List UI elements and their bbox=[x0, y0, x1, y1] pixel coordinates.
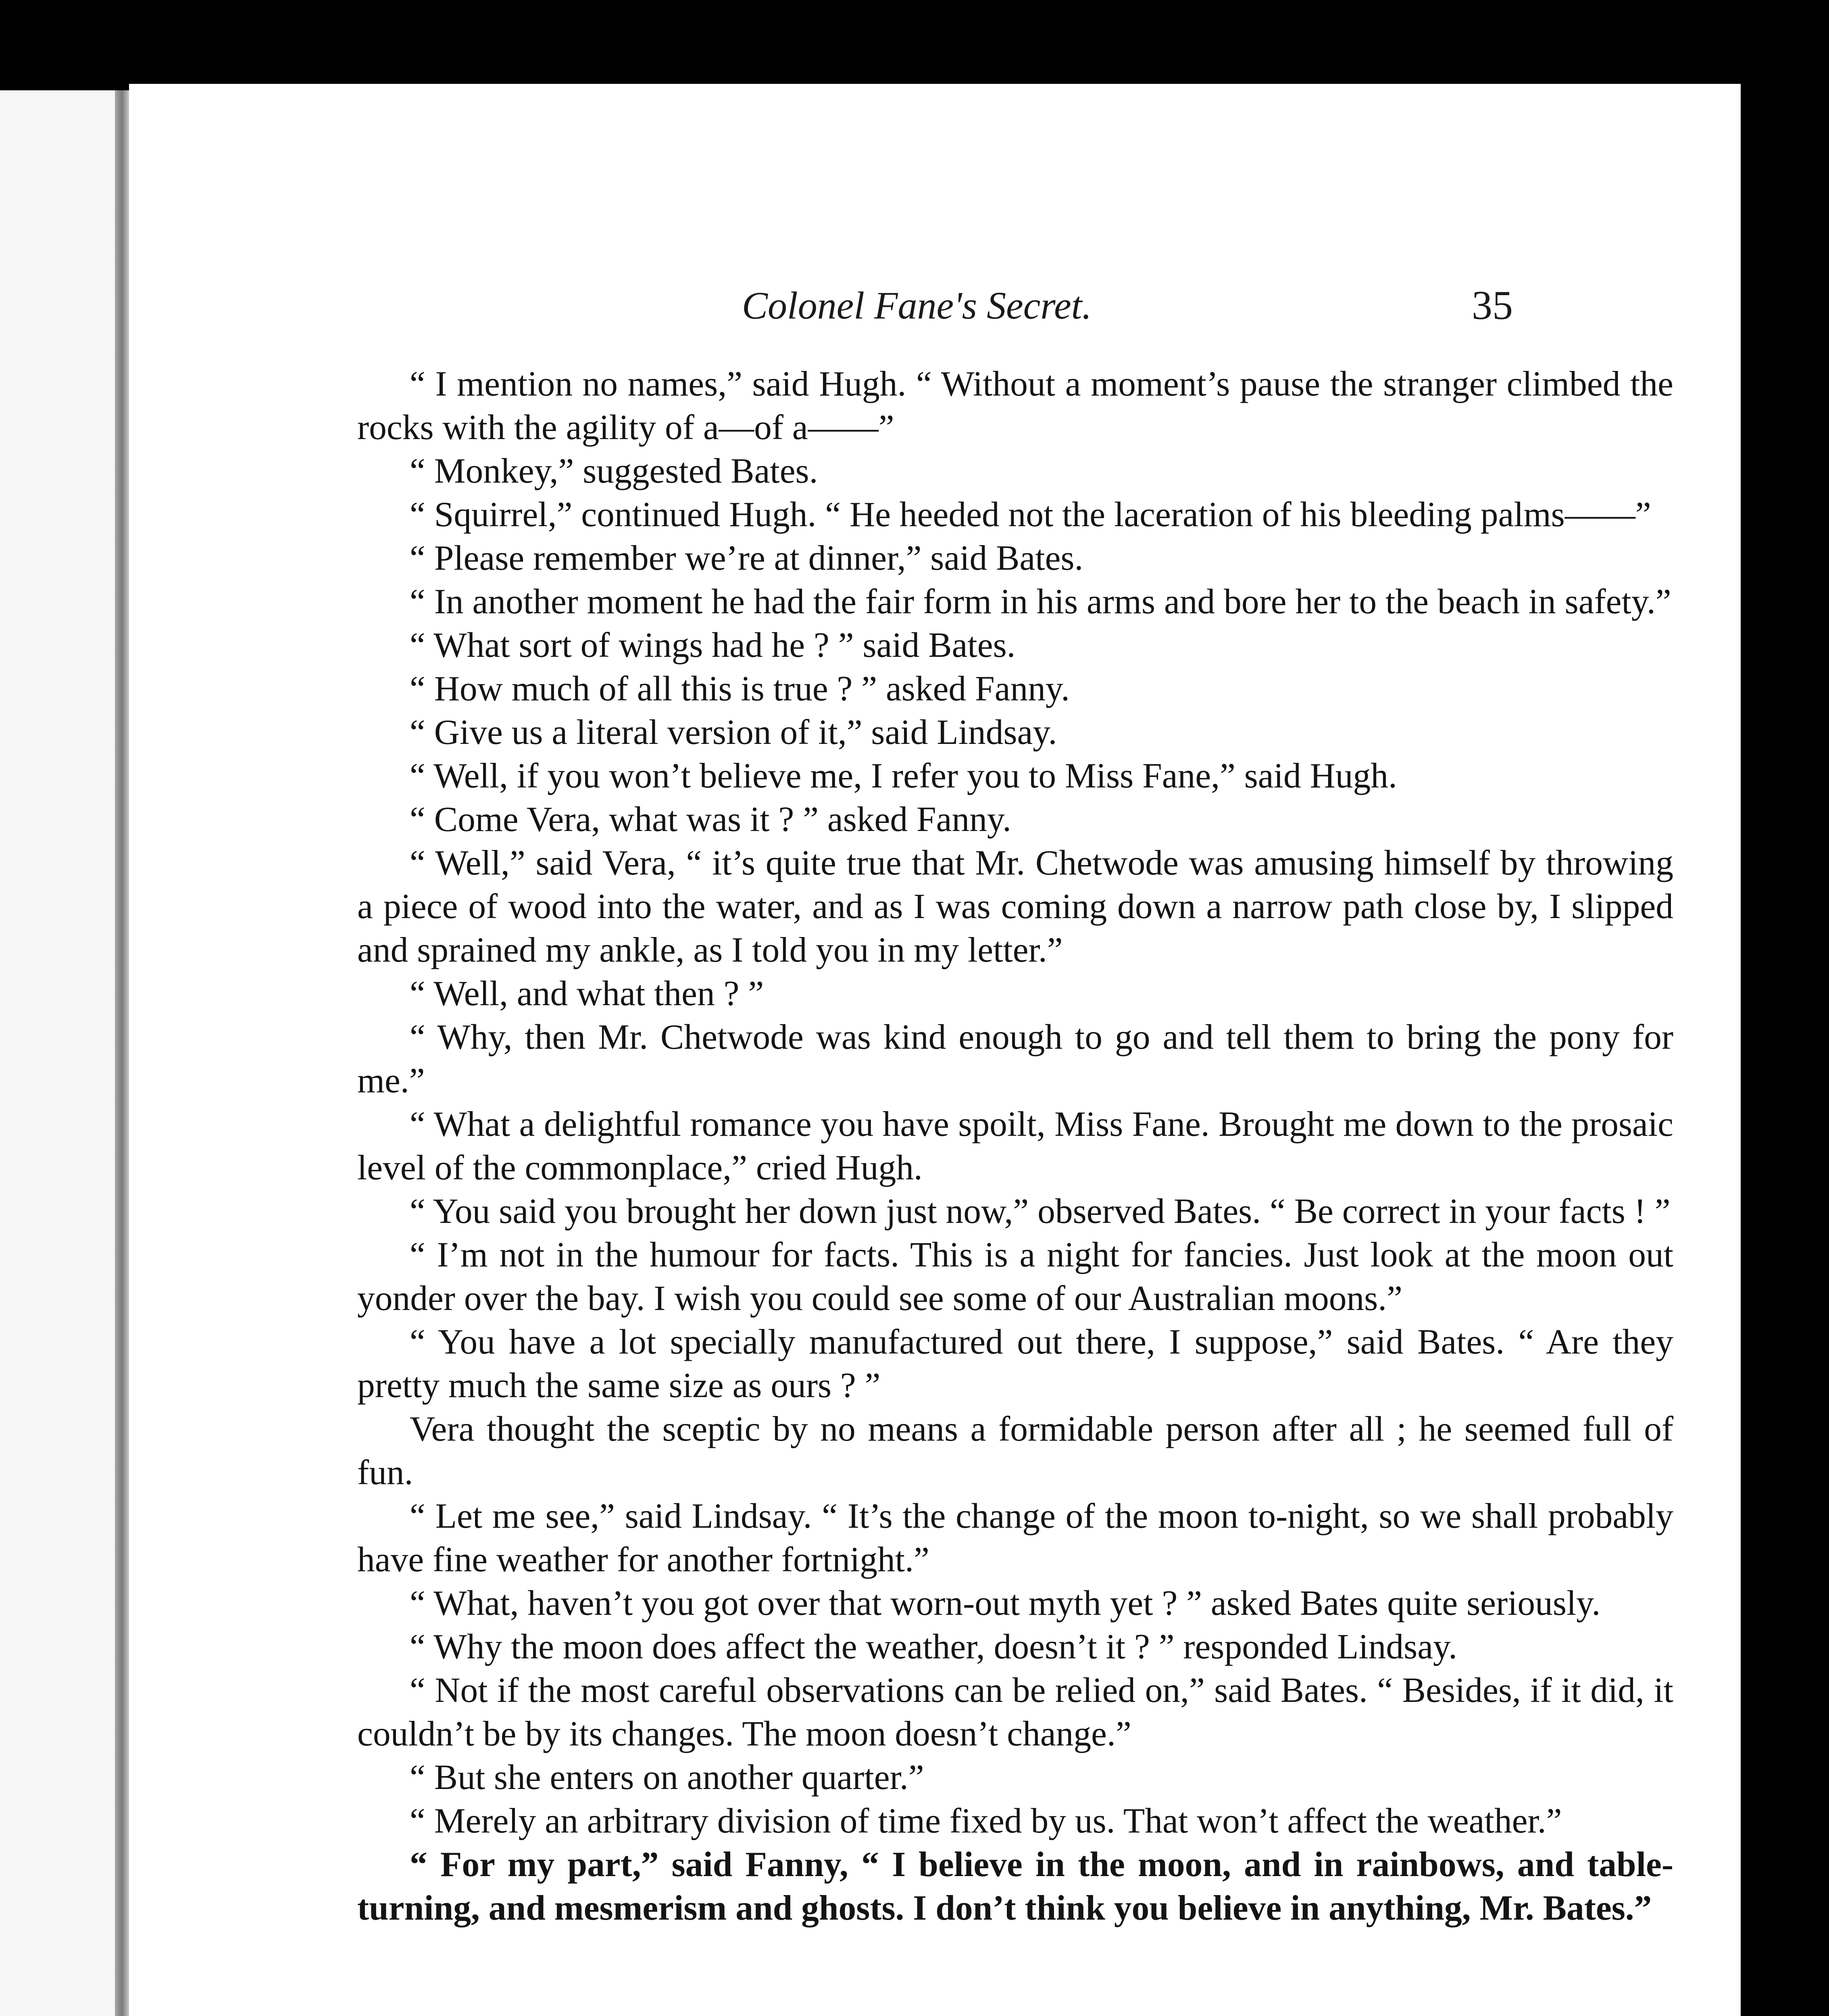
paragraph: “ But she enters on another quarter.” bbox=[410, 1758, 924, 1797]
paragraph: “ For my part,” said Fanny, “ I believe in the moon, and in rainbows, and table-turning, and mesmerism and ghosts. I don’t think you believe in anything, Mr. Bates.” bbox=[357, 1845, 1673, 1927]
running-head bbox=[129, 277, 1741, 334]
paragraph: “ Give us a literal version of it,” said Lindsay. bbox=[410, 712, 1057, 752]
paragraph: “ Squirrel,” continued Hugh. “ He heeded not the laceration of his bleeding palms——” bbox=[410, 495, 1651, 534]
paragraph: “ Come Vera, what was it ? ” asked Fanny. bbox=[410, 800, 1011, 839]
paragraph: “ Not if the most careful observations can be relied on,” said Bates. “ Besides, if it did, it couldn’t be by its changes. The moon doesn’t change.” bbox=[357, 1670, 1673, 1753]
page-number: 35 bbox=[1472, 283, 1513, 328]
paragraph: “ What, haven’t you got over that worn-out myth yet ? ” asked Bates quite seriously. bbox=[410, 1583, 1601, 1622]
body-text bbox=[357, 362, 1673, 1930]
paragraph: “ How much of all this is true ? ” asked Fanny. bbox=[410, 669, 1070, 708]
paragraph: “ What sort of wings had he ? ” said Bates. bbox=[410, 625, 1016, 664]
paragraph: “ What a delightful romance you have spoilt, Miss Fane. Brought me down to the prosaic level of the commonplace,” cried Hugh. bbox=[357, 1104, 1673, 1187]
paragraph: “ You have a lot specially manufactured out there, I suppose,” said Bates. “ Are they pretty much the same size as ours ? ” bbox=[357, 1322, 1673, 1405]
facing-page-edge bbox=[0, 90, 115, 2016]
paragraph: “ Monkey,” suggested Bates. bbox=[410, 451, 818, 490]
paragraph: “ Why, then Mr. Chetwode was kind enough to go and tell them to bring the pony for me.” bbox=[357, 1017, 1673, 1100]
paragraph: “ Please remember we’re at dinner,” said Bates. bbox=[410, 538, 1083, 577]
book-page bbox=[129, 84, 1741, 2016]
paragraph: “ In another moment he had the fair form in his arms and bore her to the beach in safety.” bbox=[410, 582, 1671, 621]
paragraph: “ I’m not in the humour for facts. This is a night for fancies. Just look at the moon out yonder over the bay. I wish you could see some of our Australian moons.” bbox=[357, 1235, 1673, 1318]
paragraph: “ Well,” said Vera, “ it’s quite true that Mr. Chetwode was amusing himself by throwing a piece of wood into the water, and as I was coming down a narrow path close by, I slipped and sprained my ankle, as I told you in my letter.” bbox=[357, 843, 1673, 969]
paragraph: “ Well, if you won’t believe me, I refer you to Miss Fane,” said Hugh. bbox=[410, 756, 1397, 795]
running-title: Colonel Fane's Secret. bbox=[742, 284, 1092, 327]
paragraph: “ Why the moon does affect the weather, doesn’t it ? ” responded Lindsay. bbox=[410, 1627, 1457, 1666]
paragraph: “ Let me see,” said Lindsay. “ It’s the change of the moon to-night, so we shall probably have fine weather for another fortnight.” bbox=[357, 1496, 1673, 1579]
paragraph: Vera thought the sceptic by no means a formidable person after all ; he seemed full of fun. bbox=[357, 1409, 1673, 1492]
paragraph: “ Merely an arbitrary division of time fixed by us. That won’t affect the weather.” bbox=[410, 1801, 1562, 1840]
book-spine bbox=[115, 90, 129, 2016]
paragraph: “ Well, and what then ? ” bbox=[410, 974, 764, 1013]
paragraph: “ I mention no names,” said Hugh. “ Without a moment’s pause the stranger climbed the rocks with the agility of a—of a——” bbox=[357, 364, 1673, 447]
paragraph: “ You said you brought her down just now,” observed Bates. “ Be correct in your facts ! ” bbox=[410, 1191, 1671, 1231]
